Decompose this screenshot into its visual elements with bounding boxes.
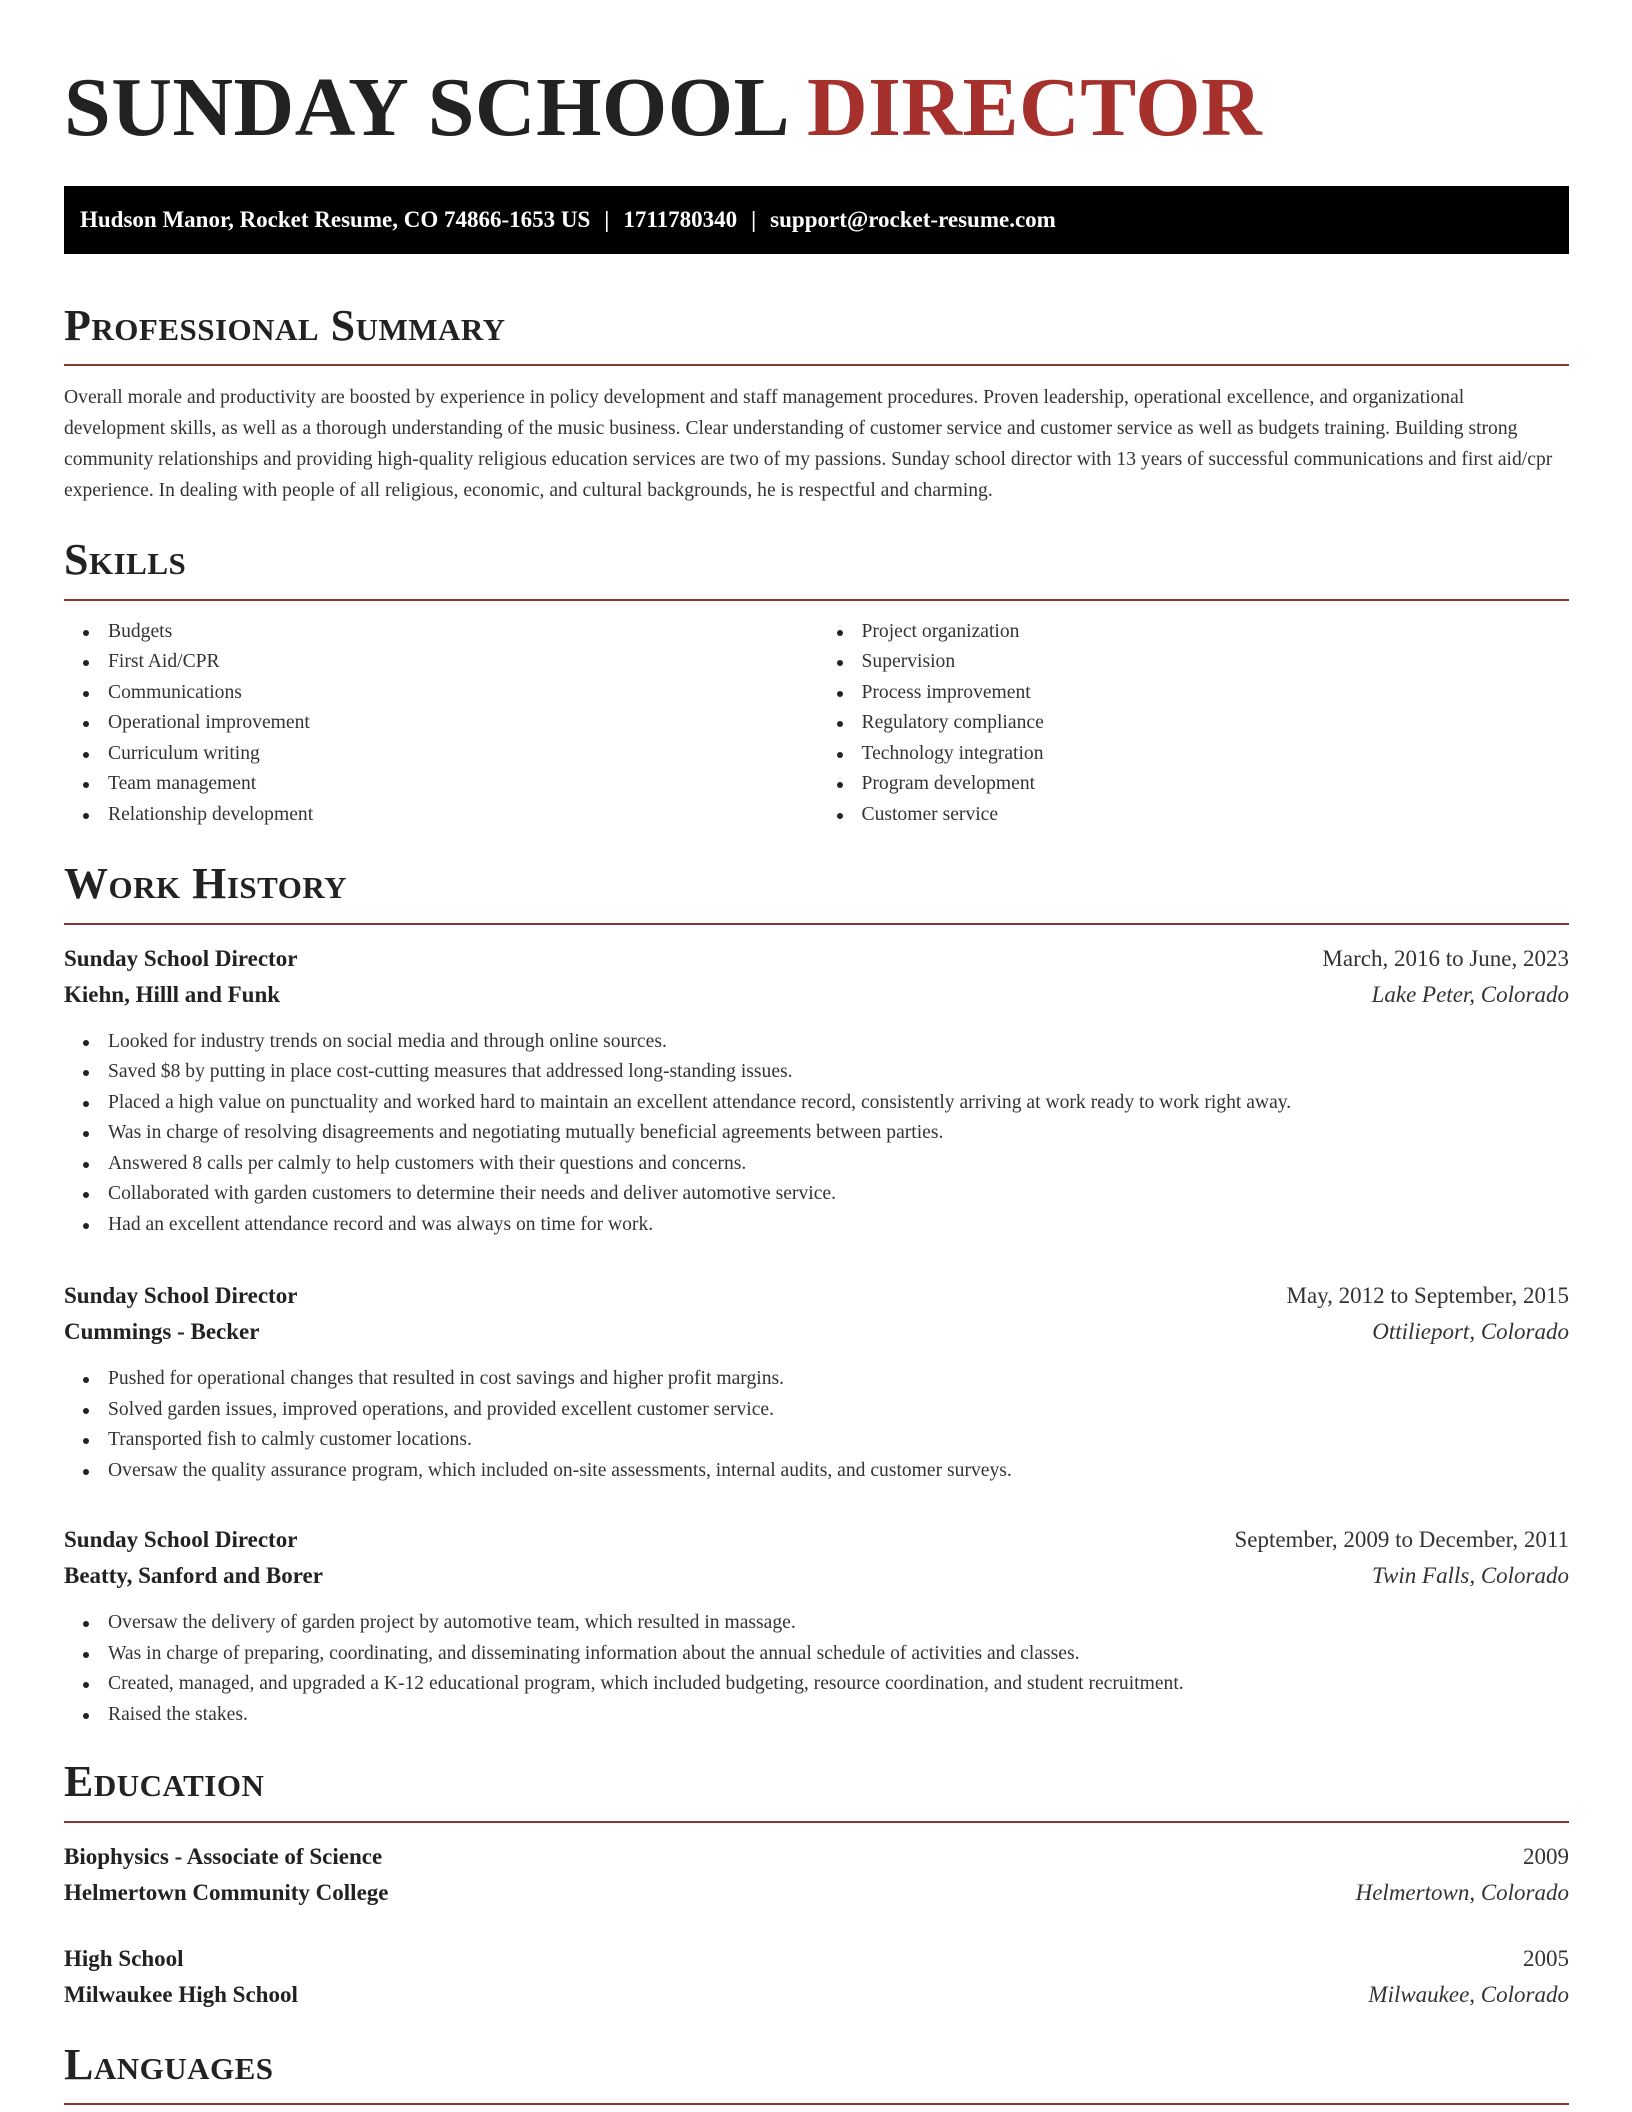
- job-location: Lake Peter, Colorado: [1371, 981, 1569, 1007]
- education-location: Milwaukee, Colorado: [1368, 1981, 1569, 2007]
- education-degree: High School: [64, 1945, 184, 1971]
- summary-text: Overall morale and productivity are boosted by experience in policy development and staff management procedures. Proven leadership, operational excellence, and organizational development skills, as well as a thorough understanding of the music business. Clear understanding of customer service and customer service as well as budgets training. Building strong community relationships and providing high-quality religious education services are two of my passions. Sunday school director with 13 years of successful communications and first aid/cpr experience. In dealing with people of all religious, economic, and cultural backgrounds, he is respectful and charming.: [64, 387, 1553, 502]
- skills-left-column: [64, 617, 816, 831]
- skill-item: Process improvement: [818, 678, 1570, 709]
- title-first-part: SUNDAY SCHOOL: [64, 61, 786, 154]
- section-heading-summary: Professional Summary: [64, 301, 506, 350]
- education-school-row: [64, 1875, 1569, 1911]
- section-divider: [64, 2103, 1569, 2105]
- job-company: Cummings - Becker: [64, 1319, 260, 1345]
- job-location: Ottilieport, Colorado: [1372, 1319, 1569, 1345]
- contact-address: Hudson Manor, Rocket Resume, CO 74866-1653 US: [80, 207, 591, 232]
- skill-item: Technology integration: [818, 739, 1570, 770]
- skill-item: Customer service: [818, 800, 1570, 831]
- job-role: Sunday School Director: [64, 945, 298, 971]
- job-company: Kiehn, Hilll and Funk: [64, 981, 281, 1007]
- job-entry: [64, 1522, 1569, 1730]
- job-header-row: [64, 1278, 1569, 1314]
- job-header-row: [64, 941, 1569, 977]
- skill-item: Project organization: [818, 617, 1570, 648]
- education-year: 2009: [1523, 1843, 1569, 1869]
- job-dates: September, 2009 to December, 2011: [1234, 1527, 1569, 1553]
- skill-item: Curriculum writing: [64, 739, 816, 770]
- skill-item: Program development: [818, 769, 1570, 800]
- job-bullet: Looked for industry trends on social media and through online sources.: [64, 1027, 1569, 1058]
- job-bullets: [64, 1608, 1569, 1730]
- section-heading-work: Work History: [64, 859, 348, 909]
- job-company-row: [64, 1314, 1569, 1350]
- job-bullet: Pushed for operational changes that resulted in cost savings and higher profit margins.: [64, 1364, 1569, 1395]
- job-bullet: Had an excellent attendance record and was always on time for work.: [64, 1210, 1569, 1241]
- job-bullet: Created, managed, and upgraded a K-12 educational program, which included budgeting, resource coordination, and student recruitment.: [64, 1669, 1569, 1700]
- job-bullet: Was in charge of preparing, coordinating, and disseminating information about the annual schedule of activities and classes.: [64, 1639, 1569, 1670]
- education-header-row: [64, 1839, 1569, 1875]
- job-role: Sunday School Director: [64, 1283, 298, 1309]
- job-bullet: Answered 8 calls per calmly to help customers with their questions and concerns.: [64, 1149, 1569, 1180]
- education-header-row: [64, 1941, 1569, 1977]
- skill-item: Communications: [64, 678, 816, 709]
- job-role: Sunday School Director: [64, 1527, 298, 1553]
- job-location: Twin Falls, Colorado: [1371, 1563, 1569, 1589]
- summary-section: [64, 302, 1569, 506]
- education-entry: [64, 1941, 1569, 2013]
- skill-item: Team management: [64, 769, 816, 800]
- job-bullet: Placed a high value on punctuality and worked hard to maintain an excellent attendance record, consistently arriving at work ready to work right away.: [64, 1088, 1569, 1119]
- job-dates: March, 2016 to June, 2023: [1322, 945, 1569, 971]
- job-dates: May, 2012 to September, 2015: [1286, 1283, 1569, 1309]
- job-bullet: Transported fish to calmly customer locations.: [64, 1425, 1569, 1456]
- job-bullet: Raised the stakes.: [64, 1700, 1569, 1731]
- education-entry: [64, 1839, 1569, 1911]
- job-entry: [64, 941, 1569, 1241]
- skills-columns: [64, 617, 1569, 831]
- section-divider: [64, 923, 1569, 925]
- work-history-section: [64, 860, 1569, 1730]
- job-company: Beatty, Sanford and Borer: [64, 1563, 323, 1589]
- skill-item: Operational improvement: [64, 708, 816, 739]
- job-bullet: Solved garden issues, improved operations, and provided excellent customer service.: [64, 1395, 1569, 1426]
- education-year: 2005: [1523, 1945, 1569, 1971]
- contact-separator: |: [751, 207, 757, 232]
- job-bullet: Oversaw the delivery of garden project by automotive team, which resulted in massage.: [64, 1608, 1569, 1639]
- section-divider: [64, 1821, 1569, 1823]
- skill-item: First Aid/CPR: [64, 647, 816, 678]
- education-school: Milwaukee High School: [64, 1981, 298, 2007]
- section-heading-languages: Languages: [64, 2039, 274, 2089]
- job-bullet: Saved $8 by putting in place cost-cutting measures that addressed long-standing issues.: [64, 1057, 1569, 1088]
- title-accent-part: DIRECTOR: [806, 61, 1263, 154]
- section-divider: [64, 599, 1569, 601]
- contact-phone: 1711780340: [623, 207, 738, 232]
- education-location: Helmertown, Colorado: [1355, 1879, 1569, 1905]
- job-bullets: [64, 1364, 1569, 1486]
- skill-item: Supervision: [818, 647, 1570, 678]
- resume-title: [64, 61, 1569, 154]
- job-company-row: [64, 977, 1569, 1013]
- job-bullets: [64, 1027, 1569, 1241]
- job-bullet: Oversaw the quality assurance program, which included on-site assessments, internal audits, and customer surveys.: [64, 1456, 1569, 1487]
- skill-item: Relationship development: [64, 800, 816, 831]
- job-bullet: Collaborated with garden customers to determine their needs and deliver automotive service.: [64, 1179, 1569, 1210]
- contact-email: support@rocket-resume.com: [770, 207, 1056, 232]
- education-school: Helmertown Community College: [64, 1879, 389, 1905]
- job-bullet: Was in charge of resolving disagreements and negotiating mutually beneficial agreements between parties.: [64, 1118, 1569, 1149]
- job-entry: [64, 1278, 1569, 1486]
- education-school-row: [64, 1977, 1569, 2013]
- contact-separator: |: [604, 207, 610, 232]
- skill-item: Budgets: [64, 617, 816, 648]
- education-section: [64, 1758, 1569, 2012]
- section-heading-education: Education: [64, 1757, 265, 1807]
- section-heading-skills: Skills: [64, 535, 187, 585]
- section-divider: [64, 364, 1569, 366]
- skill-item: Regulatory compliance: [818, 708, 1570, 739]
- job-header-row: [64, 1522, 1569, 1558]
- languages-section: [64, 2041, 1569, 2105]
- contact-bar: [64, 186, 1569, 254]
- skills-right-column: [816, 617, 1570, 831]
- job-company-row: [64, 1558, 1569, 1594]
- skills-section: [64, 536, 1569, 830]
- education-degree: Biophysics - Associate of Science: [64, 1843, 383, 1869]
